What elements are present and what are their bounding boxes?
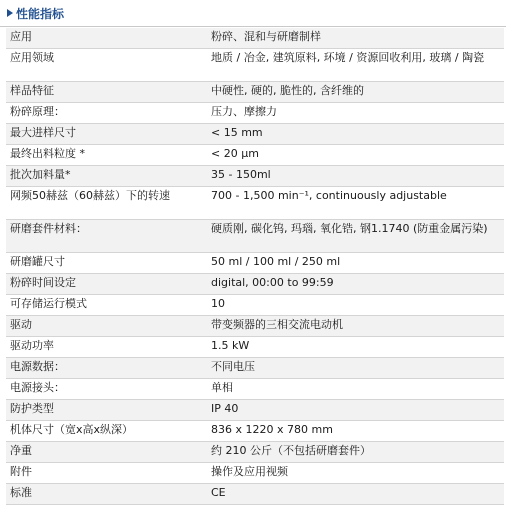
row-label: 粉碎时间设定 bbox=[6, 274, 207, 295]
table-row bbox=[6, 484, 504, 505]
table-row bbox=[6, 82, 504, 103]
row-label: 粉碎原理： bbox=[6, 103, 207, 124]
spec-table bbox=[6, 28, 504, 505]
row-value: 地质 / 冶金, 建筑原料, 环境 / 资源回收利用, 玻璃 / 陶瓷 bbox=[207, 49, 504, 82]
row-value: CE bbox=[207, 484, 504, 505]
row-label: 应用 bbox=[6, 28, 207, 49]
row-value: 单相 bbox=[207, 379, 504, 400]
row-value: 带变频器的三相交流电动机 bbox=[207, 316, 504, 337]
row-value: 700 - 1,500 min⁻¹, continuously adjustable bbox=[207, 187, 504, 220]
table-row bbox=[6, 337, 504, 358]
table-row bbox=[6, 379, 504, 400]
row-value: 50 ml / 100 ml / 250 ml bbox=[207, 253, 504, 274]
row-label: 研磨套件材料： bbox=[6, 220, 207, 253]
triangle-bullet-icon bbox=[7, 9, 13, 17]
table-row bbox=[6, 358, 504, 379]
row-value: digital, 00:00 to 99:59 bbox=[207, 274, 504, 295]
table-row bbox=[6, 145, 504, 166]
row-label: 驱动功率 bbox=[6, 337, 207, 358]
section-title: 性能指标 bbox=[16, 7, 65, 21]
row-value: 35 - 150ml bbox=[207, 166, 504, 187]
table-row bbox=[6, 400, 504, 421]
row-value: < 15 mm bbox=[207, 124, 504, 145]
row-label: 网频50赫兹（60赫兹）下的转速 bbox=[6, 187, 207, 220]
table-row bbox=[6, 421, 504, 442]
table-row bbox=[6, 442, 504, 463]
row-label: 附件 bbox=[6, 463, 207, 484]
table-row bbox=[6, 103, 504, 124]
row-value: 硬质刚, 碳化钨, 玛瑙, 氧化锆, 钢1.1740 (防重金属污染) bbox=[207, 220, 504, 253]
row-value: 中硬性, 硬的, 脆性的, 含纤维的 bbox=[207, 82, 504, 103]
table-row bbox=[6, 274, 504, 295]
row-label: 批次加料量* bbox=[6, 166, 207, 187]
table-row bbox=[6, 463, 504, 484]
row-value: 操作及应用视频 bbox=[207, 463, 504, 484]
row-value: IP 40 bbox=[207, 400, 504, 421]
row-value: 1.5 kW bbox=[207, 337, 504, 358]
row-label: 最大进样尺寸 bbox=[6, 124, 207, 145]
row-value: 粉碎、混和与研磨制样 bbox=[207, 28, 504, 49]
table-row bbox=[6, 28, 504, 49]
row-label: 最终出料粒度 * bbox=[6, 145, 207, 166]
row-value: 836 x 1220 x 780 mm bbox=[207, 421, 504, 442]
row-label: 应用领域 bbox=[6, 49, 207, 82]
row-value: 约 210 公斤（不包括研磨套件） bbox=[207, 442, 504, 463]
row-label: 机体尺寸（宽x高x纵深） bbox=[6, 421, 207, 442]
row-label: 电源数据： bbox=[6, 358, 207, 379]
row-value: 不同电压 bbox=[207, 358, 504, 379]
row-value: 10 bbox=[207, 295, 504, 316]
row-label: 电源接头： bbox=[6, 379, 207, 400]
table-row bbox=[6, 166, 504, 187]
row-value: 压力、摩擦力 bbox=[207, 103, 504, 124]
row-value: < 20 µm bbox=[207, 145, 504, 166]
row-label: 驱动 bbox=[6, 316, 207, 337]
table-row bbox=[6, 187, 504, 220]
table-row bbox=[6, 49, 504, 82]
row-label: 净重 bbox=[6, 442, 207, 463]
section-header bbox=[0, 0, 506, 27]
row-label: 样品特征 bbox=[6, 82, 207, 103]
table-row bbox=[6, 220, 504, 253]
table-row bbox=[6, 253, 504, 274]
table-row bbox=[6, 124, 504, 145]
row-label: 防护类型 bbox=[6, 400, 207, 421]
row-label: 可存储运行模式 bbox=[6, 295, 207, 316]
row-label: 研磨罐尺寸 bbox=[6, 253, 207, 274]
row-label: 标准 bbox=[6, 484, 207, 505]
table-row bbox=[6, 295, 504, 316]
table-row bbox=[6, 316, 504, 337]
